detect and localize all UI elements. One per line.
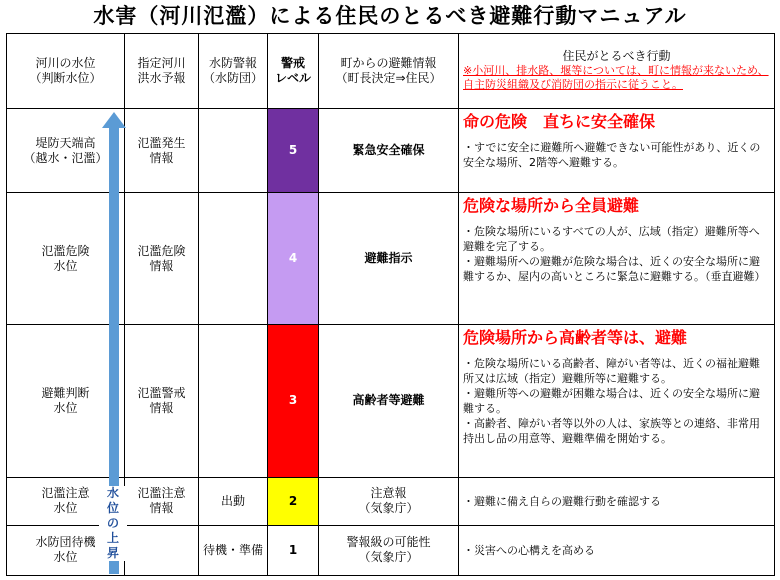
water-level-cell: 避難判断 水位 xyxy=(7,324,125,477)
resident-action-cell xyxy=(459,525,775,575)
resident-action-cell xyxy=(459,108,775,193)
header-water-level: 河川の水位 （判断水位） xyxy=(7,34,125,109)
fighting-cell xyxy=(199,108,268,193)
action-title: 危険場所から高齢者等は、避難 xyxy=(463,327,688,347)
page-title: 水害（河川氾濫）による住民のとるべき避難行動マニュアル xyxy=(93,4,687,28)
water-level-cell: 氾濫危険 水位 xyxy=(7,193,125,324)
fighting-cell: 出動 xyxy=(199,478,268,525)
town-info-cell: 緊急安全確保 xyxy=(319,108,459,193)
resident-action-cell xyxy=(459,193,775,324)
header-alert-level: 警戒 レベル xyxy=(268,34,319,109)
fighting-cell xyxy=(199,324,268,477)
water-level-cell: 堤防天端高 （越水・氾濫） xyxy=(7,108,125,193)
action-title: 危険な場所から全員避難 xyxy=(463,196,640,216)
water-level-cell: 氾濫注意 水位 xyxy=(7,478,125,525)
action-body: ・避難に備え自らの避難行動を確認する xyxy=(463,494,661,508)
resident-action-cell xyxy=(459,324,775,477)
action-body: ・災害への心構えを高める xyxy=(463,543,595,557)
town-info-cell: 避難指示 xyxy=(319,193,459,324)
alert-level-1: 1 xyxy=(268,525,319,575)
header-resident-note: ※小河川、排水路、堰等については、町に情報が来ないため、自主防災組織及び消防団の指示に従うこと。 xyxy=(463,64,769,92)
forecast-cell xyxy=(125,525,199,575)
town-info-cell: 高齢者等避難 xyxy=(319,324,459,477)
action-body: ・危険な場所にいるすべての人が、広域（指定）避難所等へ避難を完了する。 ・避難場所への避難が危険な場合は、近くの安全な場所に避難するか、屋内の高いところに緊急に避難する。（垂直避難） xyxy=(463,225,766,284)
header-flood-forecast: 指定河川 洪水予報 xyxy=(125,34,199,109)
header-flood-fighting: 水防警報 （水防団） xyxy=(199,34,268,109)
action-body: ・危険な場所にいる高齢者、障がい者等は、近くの福祉避難所又は広域（指定）避難所等に避難する。 ・避難所等への避難が困難な場合は、近くの安全な場所に避難する。 ・高齢者、障がい者等以外の人は、家族等との連絡、非常用持出し品の用意等、避難準備を開始する。 xyxy=(463,356,760,445)
action-body: ・すでに安全に避難所へ避難できない可能性があり、近くの安全な場所、2階等へ避難する。 xyxy=(463,140,761,169)
forecast-cell: 氾濫危険 情報 xyxy=(125,193,199,324)
header-resident-action: 住民がとるべき行動 ※小河川、排水路、堰等については、町に情報が来ないため、自主防災組織及び消防団の指示に従うこと。 xyxy=(459,34,775,109)
alert-level-2: 2 xyxy=(268,478,319,525)
action-title: 命の危険 直ちに安全確保 xyxy=(463,111,656,131)
header-row xyxy=(7,34,775,109)
alert-level-3: 3 xyxy=(268,324,319,477)
fighting-cell: 待機・準備 xyxy=(199,525,268,575)
alert-level-4: 4 xyxy=(268,193,319,324)
resident-action-cell xyxy=(459,478,775,525)
forecast-cell: 氾濫発生 情報 xyxy=(125,108,199,193)
forecast-cell: 氾濫注意 情報 xyxy=(125,478,199,525)
header-town-info: 町からの避難情報 （町長決定⇒住民） xyxy=(319,34,459,109)
alert-level-5: 5 xyxy=(268,108,319,193)
fighting-cell xyxy=(199,193,268,324)
water-rise-label: 水 位 の 上 昇 xyxy=(99,486,127,561)
water-level-cell: 水防団待機 水位 xyxy=(7,525,125,575)
town-info-cell: 警報級の可能性 （気象庁） xyxy=(319,525,459,575)
town-info-cell: 注意報 （気象庁） xyxy=(319,478,459,525)
forecast-cell: 氾濫警戒 情報 xyxy=(125,324,199,477)
